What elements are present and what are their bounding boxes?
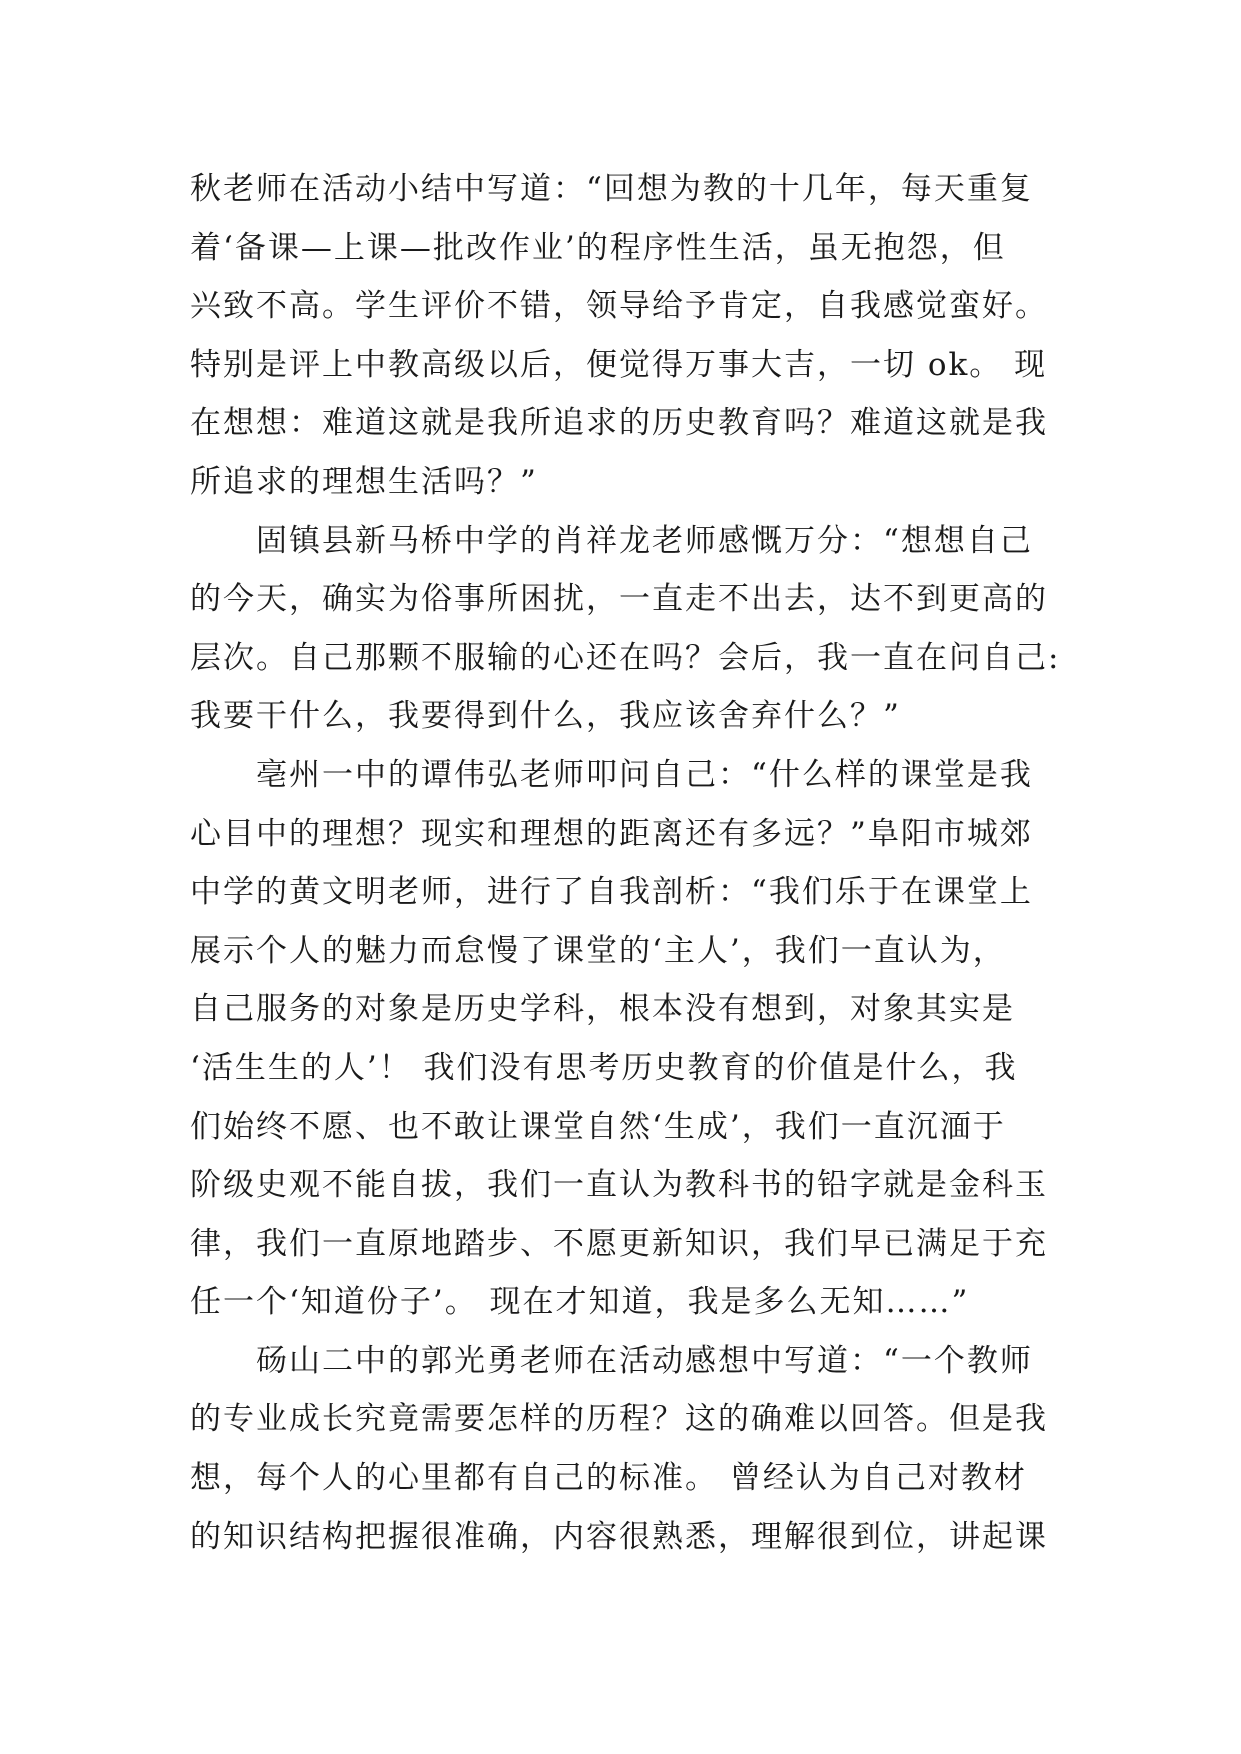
text-line: 自己服务的对象是历史学科，根本没有想到，对象其实是	[190, 991, 1015, 1028]
text-line: 固镇县新马桥中学的肖祥龙老师感慨万分：“想想自己	[190, 522, 1033, 559]
text-line: 砀山二中的郭光勇老师在活动感想中写道：“一个教师	[190, 1342, 1033, 1379]
text-line: 所追求的理想生活吗？”	[190, 463, 538, 500]
text-line: ‘活生生的人’！ 我们没有思考历史教育的价值是什么，我	[190, 1049, 1018, 1086]
text-line: 亳州一中的谭伟弘老师叩问自己：“什么样的课堂是我	[190, 756, 1033, 793]
text-line: 我要干什么，我要得到什么，我应该舍弃什么？”	[190, 698, 901, 735]
text-line: 在想想：难道这就是我所追求的历史教育吗？难道这就是我	[190, 405, 1048, 442]
text-line: 秋老师在活动小结中写道：“回想为教的十几年，每天重复	[190, 171, 1033, 207]
text-line: 着‘备课—上课—批改作业’的程序性生活，虽无抱怨，但	[190, 229, 1006, 266]
text-line: 层次。自己那颗不服输的心还在吗？会后，我一直在问自己:	[190, 639, 1061, 676]
text-line: 任一个‘知道份子’。 现在才知道，我是多么无知……”	[190, 1284, 970, 1321]
text-line: 想，每个人的心里都有自己的标准。 曾经认为自己对教材	[190, 1460, 1027, 1497]
text-line: 展示个人的魅力而怠慢了课堂的‘主人’，我们一直认为，	[190, 932, 1006, 969]
text-line: 的专业成长究竟需要怎样的历程？这的确难以回答。但是我	[190, 1401, 1048, 1438]
text-line: 的知识结构把握很准确，内容很熟悉，理解很到位，讲起课	[190, 1518, 1048, 1555]
text-line: 阶级史观不能自拔，我们一直认为教科书的铅字就是金科玉	[190, 1167, 1048, 1204]
text-line: 律，我们一直原地踏步、不愿更新知识，我们早已满足于充	[190, 1225, 1048, 1262]
text-line: 心目中的理想？现实和理想的距离还有多远？”阜阳市城郊	[190, 815, 1033, 852]
document-body	[190, 160, 1061, 1566]
text-line: 们始终不愿、也不敢让课堂自然‘生成’，我们一直沉湎于	[190, 1108, 1006, 1145]
text-line: 的今天，确实为俗事所困扰，一直走不出去，达不到更高的	[190, 581, 1048, 618]
text-line: 特别是评上中教高级以后，便觉得万事大吉，一切 ok。 现	[190, 346, 1048, 383]
text-line: 中学的黄文明老师，进行了自我剖析：“我们乐于在课堂上	[190, 874, 1033, 911]
text-line: 兴致不高。学生评价不错，领导给予肯定，自我感觉蛮好。	[190, 288, 1048, 325]
